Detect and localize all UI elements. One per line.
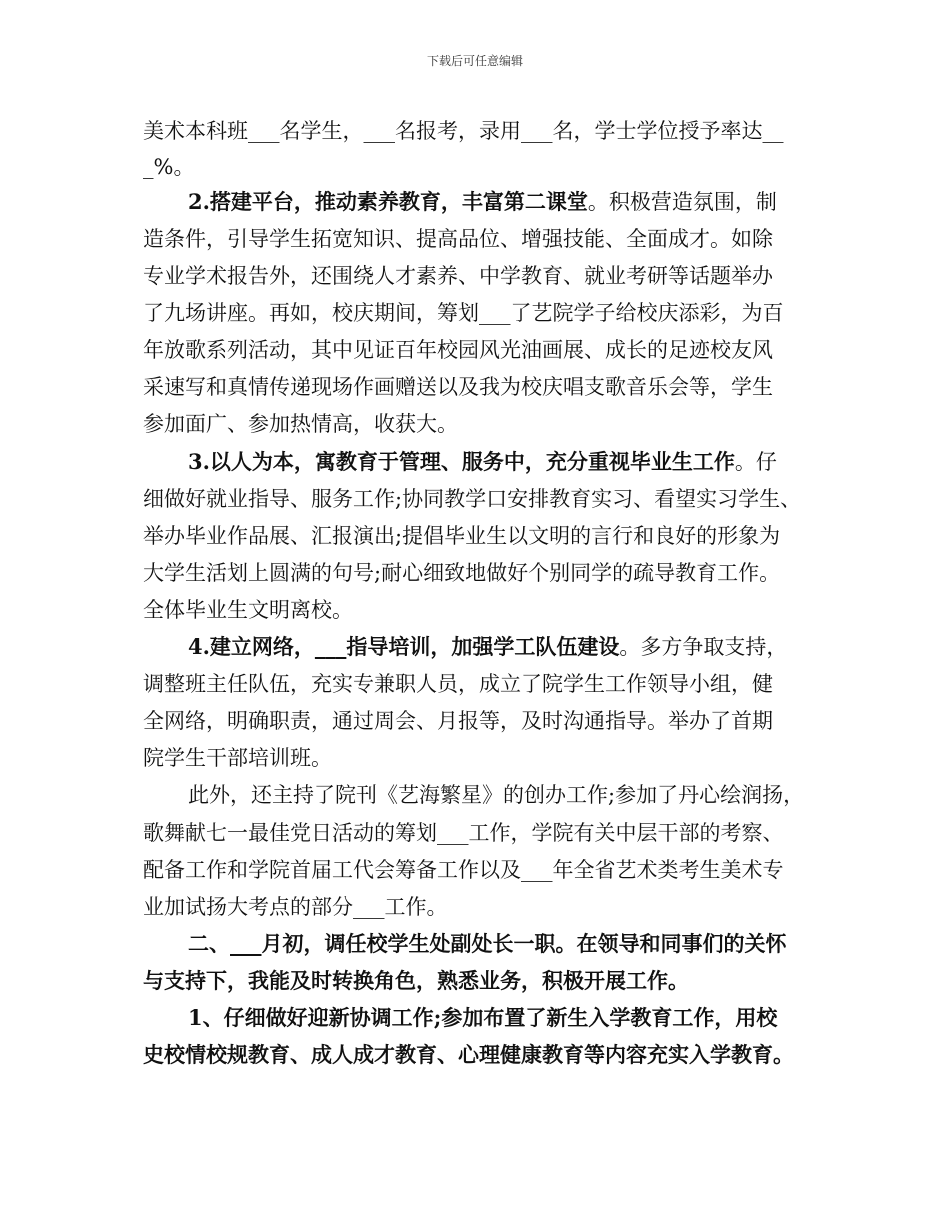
section-4-heading: 4.建立网络，___指导培训，加强学工队伍建设: [188, 634, 620, 659]
body-line: 此外，还主持了院刊《艺海繁星》的创办工作;参加了丹心绘润扬，: [188, 783, 805, 807]
body-line: 了九场讲座。再如，校庆期间，筹划___了艺院学子给校庆添彩，为百: [143, 301, 784, 325]
section-3-text: 。仔: [734, 450, 777, 474]
body-line: 细做好就业指导、服务工作;协同教学口安排教育实习、看望实习学生、: [143, 487, 802, 511]
item-1-line: 1、仔细做好迎新协调工作;参加布置了新生入学教育工作，用校: [188, 1005, 778, 1030]
body-line: _%。: [143, 155, 195, 179]
body-line: 全网络，明确职责，通过周会、月报等，及时沟通指导。举办了首期: [143, 709, 773, 733]
body-line: 造条件，引导学生拓宽知识、提高品位、增强技能、全面成才。如除: [143, 227, 773, 251]
body-line: 全体毕业生文明离校。: [143, 598, 353, 622]
body-line: 专业学术报告外，还围绕人才素养、中学教育、就业考研等话题举办: [143, 264, 773, 288]
body-line: 大学生活划上圆满的句号;耐心细致地做好个别同学的疏导教育工作。: [143, 561, 781, 585]
body-line: 业加试扬大考点的部分___工作。: [143, 895, 448, 919]
body-line: 美术本科班___名学生，___名报考，录用___名，学士学位授予率达__: [143, 119, 784, 143]
section-3-heading-line: [188, 449, 777, 475]
section-2-text: 。积极营造氛围，制: [587, 190, 777, 214]
section-two-heading: 二、___月初，调任校学生处副处长一职。在领导和同事们的关怀: [188, 931, 787, 956]
body-line: 院学生干部培训班。: [143, 746, 332, 770]
body-line: 调整班主任队伍，充实专兼职人员，成立了院学生工作领导小组，健: [143, 672, 773, 696]
section-two-heading-cont: 与支持下，我能及时转换角色，熟悉业务，积极开展工作。: [143, 968, 689, 993]
section-2-heading: 2.搭建平台，推动素养教育，丰富第二课堂: [188, 189, 588, 214]
section-4-text: 。多方争取支持，: [619, 635, 788, 659]
section-2-heading-line: [188, 189, 777, 215]
section-3-heading: 3.以人为本，寓教育于管理、服务中，充分重视毕业生工作: [188, 449, 735, 474]
body-line: 配备工作和学院首届工代会筹备工作以及___年全省艺术类考生美术专: [143, 858, 784, 882]
body-line: 歌舞献七一最佳党日活动的筹划___工作，学院有关中层干部的考察、: [143, 821, 784, 845]
body-line: 举办毕业作品展、汇报演出;提倡毕业生以文明的言行和良好的形象为: [143, 524, 781, 548]
section-4-heading-line: [188, 634, 787, 660]
page-header: 下载后可任意编辑: [426, 54, 523, 68]
body-line: 参加面广、参加热情高，收获大。: [143, 412, 458, 436]
body-line: 采速写和真情传递现场作画赠送以及我为校庆唱支歌音乐会等，学生: [143, 375, 773, 399]
item-1-line-cont: 史校情校规教育、成人成才教育、心理健康教育等内容充实入学教育。: [143, 1042, 794, 1067]
body-line: 年放歌系列活动，其中见证百年校园风光油画展、成长的足迹校友风: [143, 338, 773, 362]
